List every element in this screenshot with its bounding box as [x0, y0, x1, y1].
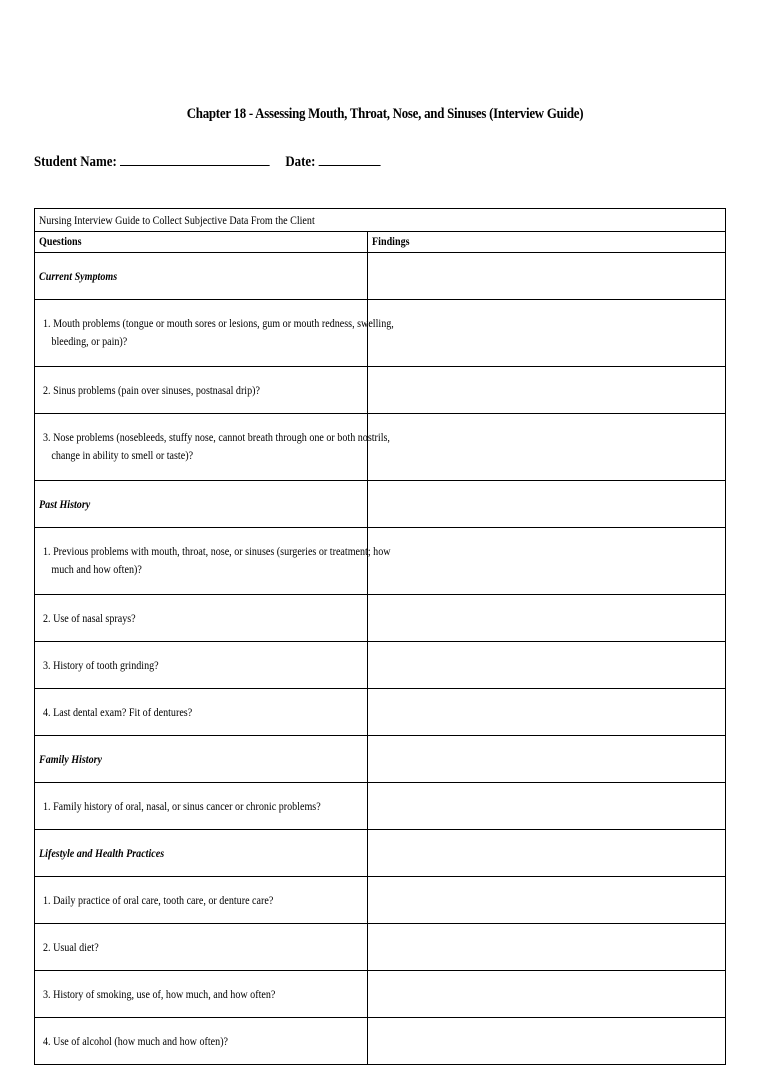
question-text: 2. Sinus problems (pain over sinuses, postnasal drip)?	[35, 367, 368, 414]
findings-header: Findings	[368, 232, 726, 253]
question-row	[35, 300, 726, 367]
date-label: Date:	[285, 154, 316, 170]
question-text: 4. Last dental exam? Fit of dentures?	[35, 689, 368, 736]
question-text: 4. Use of alcohol (how much and how often)?	[35, 1018, 368, 1065]
student-name-field[interactable]	[120, 151, 270, 166]
question-text: 1. Previous problems with mouth, throat, nose, or sinuses (surgeries or treatment; how much and how often)?	[35, 528, 368, 595]
question-text: 2. Use of nasal sprays?	[35, 595, 368, 642]
question-row	[35, 689, 726, 736]
table-header-row	[35, 232, 726, 253]
questions-header: Questions	[35, 232, 368, 253]
date-field[interactable]	[319, 151, 381, 166]
page-title: Chapter 18 - Assessing Mouth, Throat, Nose, and Sinuses (Interview Guide)	[186, 106, 584, 122]
table-caption-row	[35, 209, 726, 232]
table-caption: Nursing Interview Guide to Collect Subjective Data From the Client	[35, 209, 726, 232]
question-text: 3. Nose problems (nosebleeds, stuffy nose, cannot breath through one or both nostrils, change in ability to smell or taste)?	[35, 414, 368, 481]
question-text: 3. History of smoking, use of, how much, and how often?	[35, 971, 368, 1018]
section-row	[35, 253, 726, 300]
interview-guide-table	[34, 208, 726, 1065]
findings-cell[interactable]	[368, 830, 726, 877]
findings-cell[interactable]	[368, 642, 726, 689]
findings-cell[interactable]	[368, 924, 726, 971]
question-text: 1. Daily practice of oral care, tooth care, or denture care?	[35, 877, 368, 924]
findings-cell[interactable]	[368, 414, 726, 481]
findings-cell[interactable]	[368, 736, 726, 783]
question-row	[35, 642, 726, 689]
section-row	[35, 736, 726, 783]
section-heading: Current Symptoms	[35, 253, 368, 300]
findings-cell[interactable]	[368, 877, 726, 924]
findings-cell[interactable]	[368, 595, 726, 642]
question-text: 2. Usual diet?	[35, 924, 368, 971]
section-heading: Past History	[35, 481, 368, 528]
question-row	[35, 924, 726, 971]
question-row	[35, 528, 726, 595]
question-row	[35, 1018, 726, 1065]
question-row	[35, 414, 726, 481]
findings-cell[interactable]	[368, 367, 726, 414]
question-text: 3. History of tooth grinding?	[35, 642, 368, 689]
section-heading: Lifestyle and Health Practices	[35, 830, 368, 877]
findings-cell[interactable]	[368, 783, 726, 830]
question-row	[35, 971, 726, 1018]
findings-cell[interactable]	[368, 971, 726, 1018]
findings-cell[interactable]	[368, 1018, 726, 1065]
section-row	[35, 830, 726, 877]
question-row	[35, 595, 726, 642]
question-row	[35, 877, 726, 924]
section-heading: Family History	[35, 736, 368, 783]
question-text: 1. Family history of oral, nasal, or sinus cancer or chronic problems?	[35, 783, 368, 830]
findings-cell[interactable]	[368, 481, 726, 528]
findings-cell[interactable]	[368, 528, 726, 595]
findings-cell[interactable]	[368, 253, 726, 300]
findings-cell[interactable]	[368, 300, 726, 367]
question-row	[35, 367, 726, 414]
question-row	[35, 783, 726, 830]
findings-cell[interactable]	[368, 689, 726, 736]
question-text: 1. Mouth problems (tongue or mouth sores or lesions, gum or mouth redness, swelling, bleeding, or pain)?	[35, 300, 368, 367]
student-name-label: Student Name:	[34, 154, 117, 170]
section-row	[35, 481, 726, 528]
student-info-line	[34, 151, 381, 171]
